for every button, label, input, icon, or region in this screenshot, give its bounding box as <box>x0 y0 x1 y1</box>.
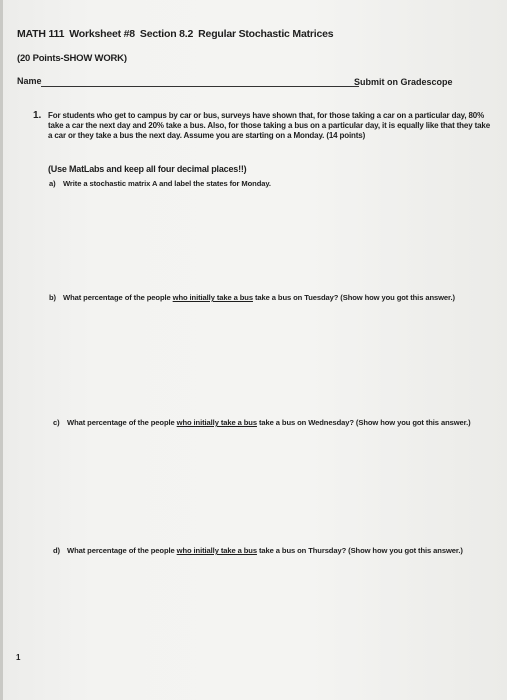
question-note: (Use MatLabs and keep all four decimal places!!) <box>48 164 247 174</box>
part-letter: c) <box>53 418 60 427</box>
part-text <box>63 293 488 303</box>
worksheet-title <box>17 28 338 40</box>
part-text-prefix: What percentage of the people <box>67 418 177 427</box>
part-letter: d) <box>53 546 60 555</box>
part-text-suffix: take a bus on Wednesday? (Show how you got this answer.) <box>256 418 471 427</box>
part-text <box>67 418 487 428</box>
part-text <box>67 546 487 556</box>
part-text-prefix: What percentage of the people <box>63 293 173 302</box>
page-number: 1 <box>16 653 21 662</box>
part-letter: b) <box>49 293 56 302</box>
part-letter: a) <box>49 179 56 188</box>
part-text-underlined: who initially take a bus <box>172 293 253 302</box>
page-edge <box>0 0 3 700</box>
name-label: Name <box>17 76 42 86</box>
part-text-suffix: take a bus on Tuesday? (Show how you got this answer.) <box>252 293 455 302</box>
part-text-prefix: What percentage of the people <box>67 546 177 555</box>
worksheet-topic: Regular Stochastic Matrices <box>198 28 334 40</box>
course-code: MATH 111 <box>17 28 65 40</box>
section-number: Section 8.2 <box>139 28 194 40</box>
worksheet-number: Worksheet #8 <box>69 28 135 40</box>
name-line <box>41 86 359 87</box>
part-text-underlined: who initially take a bus <box>176 418 257 427</box>
points-note: (20 Points-SHOW WORK) <box>17 53 127 64</box>
part-text-underlined: who initially take a bus <box>176 546 257 555</box>
part-text-suffix: take a bus on Thursday? (Show how you got this answer.) <box>256 546 463 555</box>
question-text: For students who get to campus by car or bus, surveys have shown that, for those taking a car on a particular day, 80% take a car the next day and 20% take a bus. Also, for those taking a bus on a particular day, it is equally like that they take a car or they take a bus the next day. Assume you are starting on a Monday. (14 points) <box>48 111 490 141</box>
submit-note: Submit on Gradescope <box>354 77 453 87</box>
question-number: 1. <box>33 110 42 121</box>
part-text: Write a stochastic matrix A and label the states for Monday. <box>63 179 271 188</box>
